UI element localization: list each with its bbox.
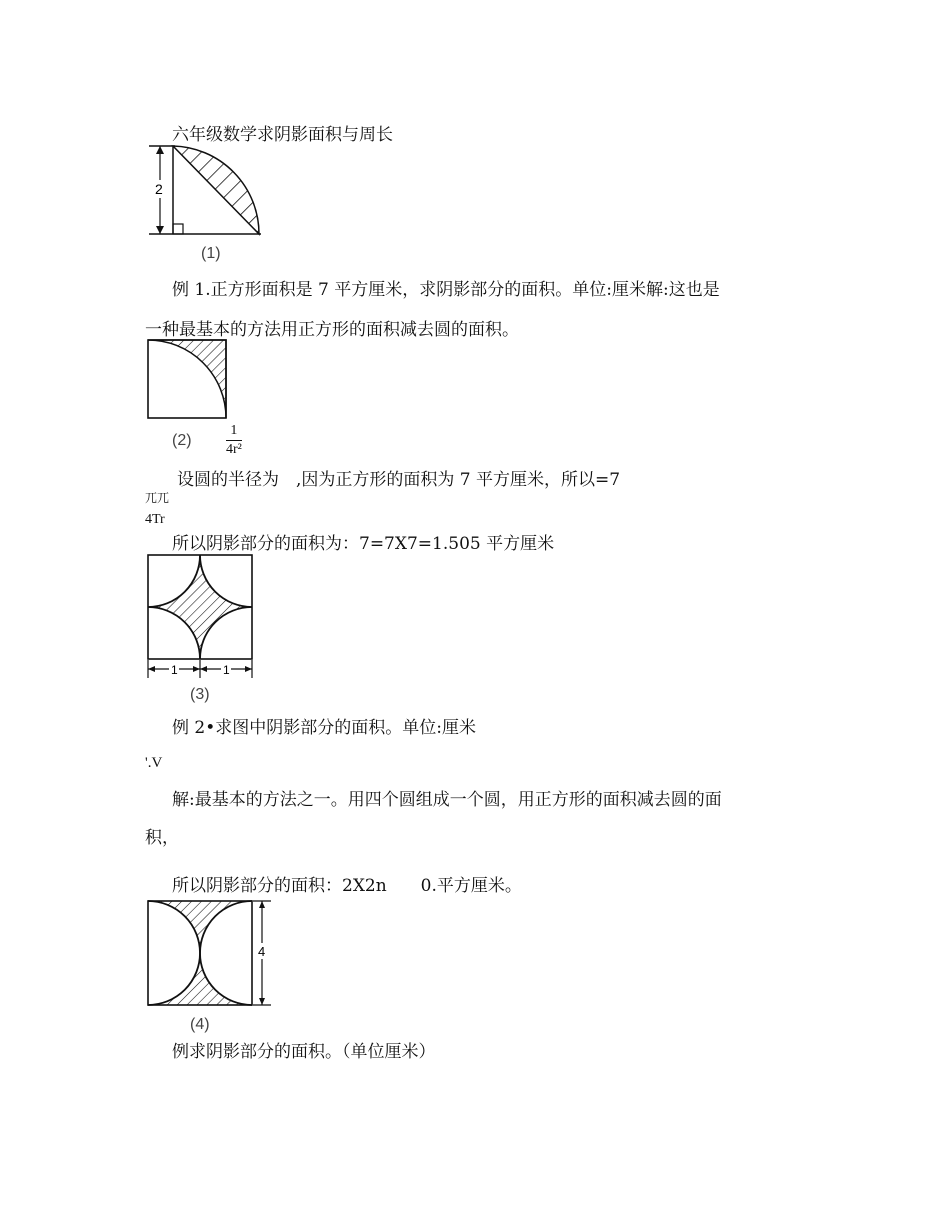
figure-3-caption: (3) (190, 686, 210, 703)
figure-1-dimension: 2 (155, 181, 163, 197)
solution-2-line-1: 解:最基本的方法之一。用四个圆组成一个圆，用正方形的面积减去圆的面 (172, 790, 722, 810)
fraction-denominator: 4r² (226, 442, 242, 457)
example-3-line: 例求阴影部分的面积。（单位厘米） (172, 1042, 436, 1062)
figure-3 (145, 552, 260, 712)
figure-2-fraction (226, 424, 242, 457)
figure-3-dimension-left: 1 (171, 663, 178, 677)
radius-line: 设圆的半径为 ,因为正方形的面积为 7 平方厘米，所以=7 (177, 470, 621, 490)
solution-2-line-2: 积， (145, 828, 179, 848)
fraction-numerator: 1 (230, 423, 238, 438)
area-line-1: 所以阴影部分的面积为：7=7X7=1.505 平方厘米 (172, 534, 555, 554)
figure-4-caption: (4) (190, 1016, 210, 1033)
example-1-line-2: 一种最基本的方法用正方形的面积减去圆的面积。 (145, 320, 519, 340)
area-line-2: 所以阴影部分的面积：2X2n 0.平方厘米。 (172, 876, 522, 896)
scrap-text-1: 兀兀 (145, 491, 170, 505)
figure-3-dimension-right: 1 (223, 663, 230, 677)
example-2-line: 例 2•求图中阴影部分的面积。单位:厘米 (172, 718, 476, 738)
page-title: 六年级数学求阴影面积与周长 (172, 125, 393, 145)
figure-2-caption: (2) (172, 432, 192, 449)
figure-1-caption: (1) (201, 245, 221, 262)
scrap-text-2: 4Tr (145, 512, 165, 527)
scrap-text-3: '.V (145, 755, 163, 771)
figure-4 (145, 898, 275, 1038)
figure-4-dimension: 4 (258, 944, 266, 959)
figure-1 (145, 140, 275, 270)
example-1-line-1: 例 1.正方形面积是 7 平方厘米，求阴影部分的面积。单位:厘米解:这也是 (172, 280, 720, 300)
